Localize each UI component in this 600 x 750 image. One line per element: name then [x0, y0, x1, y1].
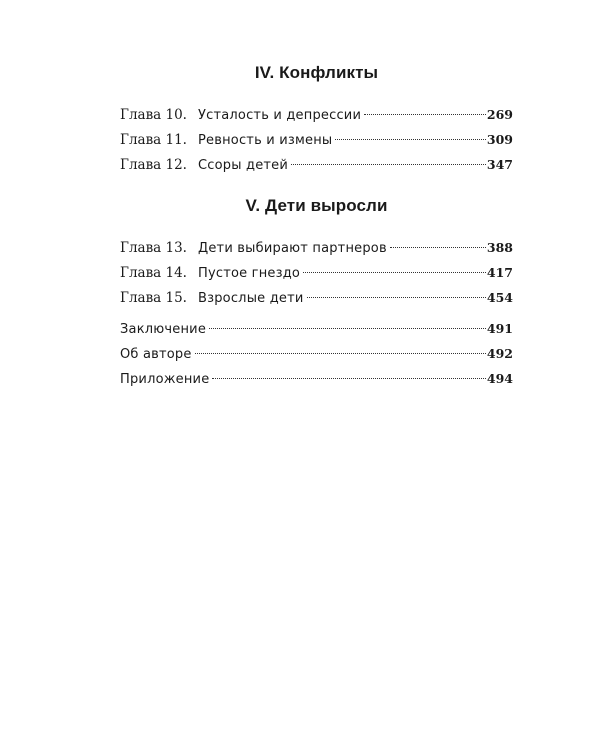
page-number: 347	[486, 157, 513, 172]
part-title: V. Дети выросли	[245, 196, 388, 215]
page-number: 309	[486, 132, 513, 147]
toc-part-iv	[120, 62, 513, 177]
entry-title: Приложение	[120, 372, 210, 387]
dot-leader	[212, 378, 486, 379]
dot-leader	[303, 272, 486, 273]
chapter-title: Пустое гнездо	[198, 266, 301, 281]
toc-entry-chapter-12[interactable]	[120, 152, 513, 177]
toc-entry-chapter-15[interactable]	[120, 285, 513, 310]
chapter-number: Глава 11.	[120, 132, 187, 148]
toc-appendix	[120, 316, 513, 391]
page-number: 269	[486, 107, 513, 122]
toc-entry-about-author[interactable]	[120, 341, 513, 366]
chapter-number: Глава 13.	[120, 240, 187, 256]
dot-leader	[307, 297, 486, 298]
chapter-number: Глава 12.	[120, 157, 187, 173]
toc-part-v	[120, 195, 513, 310]
chapter-title: Ревность и измены	[198, 133, 333, 148]
dot-leader	[195, 353, 486, 354]
dot-leader	[390, 247, 486, 248]
toc-entry-chapter-13[interactable]	[120, 235, 513, 260]
dot-leader	[209, 328, 486, 329]
page-number: 494	[486, 371, 513, 386]
chapter-number: Глава 10.	[120, 107, 187, 123]
entry-title: Заключение	[120, 322, 207, 337]
toc-entry-chapter-10[interactable]	[120, 102, 513, 127]
page-number: 417	[486, 265, 513, 280]
page-number: 388	[486, 240, 513, 255]
chapter-number: Глава 15.	[120, 290, 187, 306]
toc-entry-chapter-11[interactable]	[120, 127, 513, 152]
toc-entry-appendix[interactable]	[120, 366, 513, 391]
chapter-title: Дети выбирают партнеров	[198, 241, 387, 256]
dot-leader	[291, 164, 486, 165]
toc-entry-conclusion[interactable]	[120, 316, 513, 341]
page-number: 491	[486, 321, 513, 336]
chapter-number: Глава 14.	[120, 265, 187, 281]
chapter-title: Усталость и депрессии	[198, 108, 362, 123]
part-title: IV. Конфликты	[254, 63, 379, 82]
dot-leader	[335, 139, 486, 140]
chapter-title: Взрослые дети	[198, 291, 304, 306]
dot-leader	[364, 114, 486, 115]
page-number: 454	[486, 290, 513, 305]
page-number: 492	[486, 346, 513, 361]
entry-title: Об авторе	[120, 347, 192, 362]
toc-entry-chapter-14[interactable]	[120, 260, 513, 285]
chapter-title: Ссоры детей	[198, 158, 289, 173]
